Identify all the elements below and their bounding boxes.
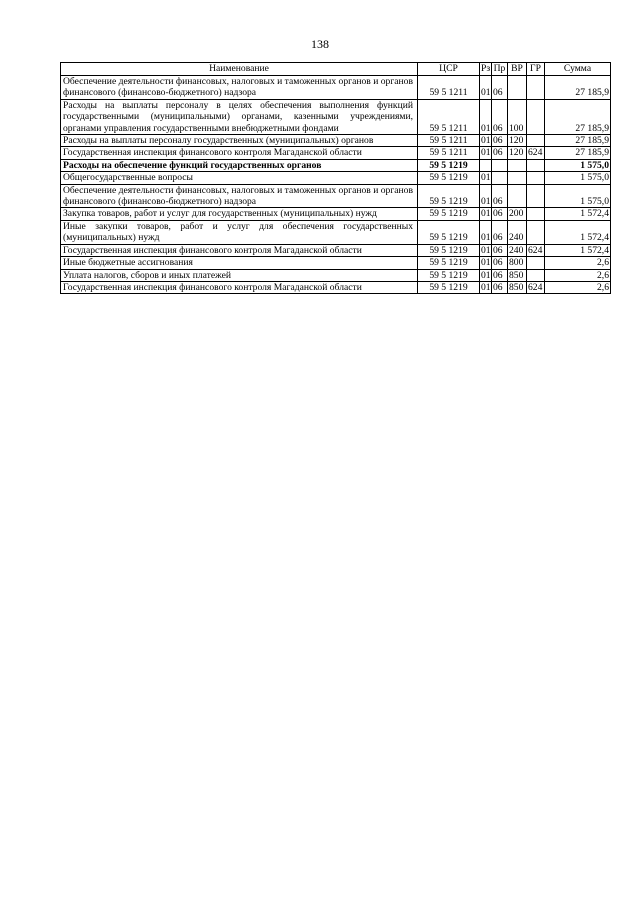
page-number: 138 xyxy=(311,37,329,51)
cell-pr: 06 xyxy=(492,257,508,269)
cell-pr: 06 xyxy=(492,135,508,147)
cell-sum: 2,6 xyxy=(545,257,611,269)
cell-gr xyxy=(527,184,545,208)
cell-pr xyxy=(492,159,508,171)
cell-rz xyxy=(480,159,492,171)
cell-rz: 01 xyxy=(480,76,492,100)
cell-pr: 06 xyxy=(492,208,508,220)
header-csr: ЦСР xyxy=(418,63,480,76)
cell-vr: 850 xyxy=(508,269,527,281)
header-pr: Пр xyxy=(492,63,508,76)
table-header-row xyxy=(61,63,611,76)
cell-name: Государственная инспекция финансового контроля Магаданской области xyxy=(61,281,418,293)
cell-sum: 1 575,0 xyxy=(545,172,611,184)
header-name: Наименование xyxy=(61,63,418,76)
cell-sum: 2,6 xyxy=(545,281,611,293)
cell-name: Иные закупки товаров, работ и услуг для обеспечения государственных (муниципальных) нужд xyxy=(61,220,418,244)
cell-gr: 624 xyxy=(527,281,545,293)
cell-vr: 200 xyxy=(508,208,527,220)
cell-csr: 59 5 1219 xyxy=(418,220,480,244)
table-row xyxy=(61,147,611,159)
cell-vr: 100 xyxy=(508,99,527,134)
cell-gr xyxy=(527,172,545,184)
table-row xyxy=(61,99,611,134)
cell-pr: 06 xyxy=(492,220,508,244)
cell-rz: 01 xyxy=(480,184,492,208)
cell-gr xyxy=(527,257,545,269)
cell-vr xyxy=(508,159,527,171)
cell-name: Расходы на выплаты персоналу в целях обеспечения выполнения функций государственными (муниципальными) органами, казенными учреждениями, органами управления государственными внебюджетными фондами xyxy=(61,99,418,134)
cell-sum: 1 575,0 xyxy=(545,159,611,171)
cell-gr: 624 xyxy=(527,244,545,256)
cell-gr xyxy=(527,99,545,134)
cell-name: Расходы на выплаты персоналу государственных (муниципальных) органов xyxy=(61,135,418,147)
cell-vr: 120 xyxy=(508,135,527,147)
cell-sum: 1 572,4 xyxy=(545,244,611,256)
table-row xyxy=(61,257,611,269)
cell-name: Общегосударственные вопросы xyxy=(61,172,418,184)
cell-gr xyxy=(527,269,545,281)
cell-pr xyxy=(492,172,508,184)
cell-sum: 27 185,9 xyxy=(545,147,611,159)
cell-csr: 59 5 1211 xyxy=(418,76,480,100)
cell-name: Расходы на обеспечение функций государственных органов xyxy=(61,159,418,171)
cell-csr: 59 5 1211 xyxy=(418,99,480,134)
cell-rz: 01 xyxy=(480,99,492,134)
table-row xyxy=(61,208,611,220)
cell-csr: 59 5 1219 xyxy=(418,269,480,281)
cell-name: Закупка товаров, работ и услуг для государственных (муниципальных) нужд xyxy=(61,208,418,220)
table-row xyxy=(61,220,611,244)
cell-csr: 59 5 1211 xyxy=(418,135,480,147)
cell-name: Государственная инспекция финансового контроля Магаданской области xyxy=(61,147,418,159)
cell-pr: 06 xyxy=(492,99,508,134)
table-row xyxy=(61,281,611,293)
header-rz: Рз xyxy=(481,63,491,75)
cell-gr xyxy=(527,220,545,244)
header-vr: ВР xyxy=(508,63,527,76)
cell-rz: 01 xyxy=(481,172,491,184)
table-row xyxy=(61,135,611,147)
cell-csr: 59 5 1219 xyxy=(418,172,480,184)
cell-sum: 2,6 xyxy=(545,269,611,281)
cell-sum: 1 572,4 xyxy=(545,208,611,220)
budget-table xyxy=(60,62,611,294)
cell-gr xyxy=(527,135,545,147)
cell-gr xyxy=(527,159,545,171)
table-row xyxy=(61,172,611,184)
cell-pr: 06 xyxy=(492,147,508,159)
cell-rz: 01 xyxy=(481,135,491,147)
cell-csr: 59 5 1211 xyxy=(418,147,480,159)
cell-pr: 06 xyxy=(492,244,508,256)
cell-sum: 27 185,9 xyxy=(545,99,611,134)
cell-vr: 850 xyxy=(508,281,527,293)
cell-csr: 59 5 1219 xyxy=(418,159,480,171)
table-body xyxy=(61,76,611,294)
cell-vr xyxy=(508,76,527,100)
cell-sum: 1 575,0 xyxy=(545,184,611,208)
cell-csr: 59 5 1219 xyxy=(418,184,480,208)
cell-gr xyxy=(527,208,545,220)
cell-name: Государственная инспекция финансового контроля Магаданской области xyxy=(61,244,418,256)
cell-rz: 01 xyxy=(481,208,491,220)
cell-pr: 06 xyxy=(492,184,508,208)
cell-sum: 1 572,4 xyxy=(545,220,611,244)
cell-rz: 01 xyxy=(481,269,491,281)
table-row xyxy=(61,269,611,281)
cell-gr xyxy=(527,76,545,100)
cell-pr: 06 xyxy=(492,269,508,281)
table-row xyxy=(61,76,611,100)
header-gr: ГР xyxy=(527,63,545,76)
cell-vr xyxy=(508,184,527,208)
table-row xyxy=(61,184,611,208)
cell-csr: 59 5 1219 xyxy=(418,244,480,256)
table-row xyxy=(61,244,611,256)
cell-name: Иные бюджетные ассигнования xyxy=(61,257,418,269)
cell-name: Уплата налогов, сборов и иных платежей xyxy=(61,269,418,281)
cell-name: Обеспечение деятельности финансовых, налоговых и таможенных органов и органов финансового (финансово-бюджетного) надзора xyxy=(61,76,418,100)
cell-sum: 27 185,9 xyxy=(545,135,611,147)
cell-vr: 240 xyxy=(508,220,527,244)
cell-rz: 01 xyxy=(480,220,492,244)
cell-vr: 120 xyxy=(508,147,527,159)
cell-rz: 01 xyxy=(481,244,491,256)
cell-csr: 59 5 1219 xyxy=(418,257,480,269)
cell-csr: 59 5 1219 xyxy=(418,281,480,293)
cell-gr: 624 xyxy=(527,147,545,159)
cell-pr: 06 xyxy=(492,281,508,293)
header-sum: Сумма xyxy=(545,63,611,76)
cell-name: Обеспечение деятельности финансовых, налоговых и таможенных органов и органов финансового (финансово-бюджетного) надзора xyxy=(61,184,418,208)
cell-vr: 240 xyxy=(508,244,527,256)
cell-csr: 59 5 1219 xyxy=(418,208,480,220)
cell-vr: 800 xyxy=(508,257,527,269)
cell-sum: 27 185,9 xyxy=(545,76,611,100)
cell-rz: 01 xyxy=(481,281,491,293)
cell-rz: 01 xyxy=(481,147,491,159)
table-row xyxy=(61,159,611,171)
cell-pr: 06 xyxy=(492,76,508,100)
cell-rz: 01 xyxy=(481,257,491,269)
cell-vr xyxy=(508,172,527,184)
